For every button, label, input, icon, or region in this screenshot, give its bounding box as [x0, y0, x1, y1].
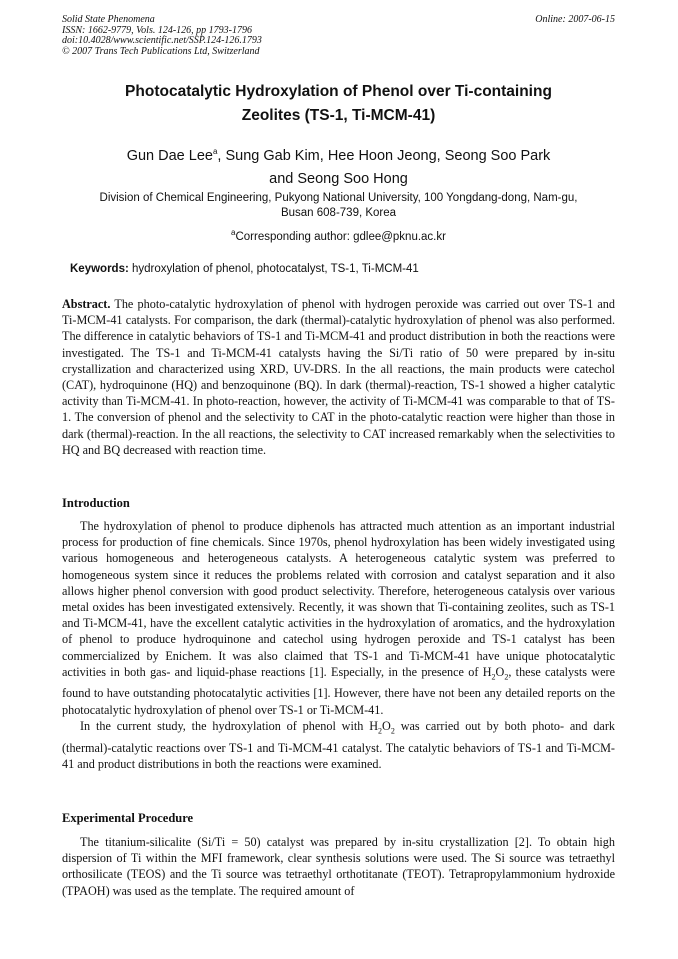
first-author: Gun Dae Lee [126, 147, 213, 164]
keywords-text: hydroxylation of phenol, photocatalyst, TS-1, Ti-MCM-41 [128, 263, 419, 275]
affiliation [62, 191, 615, 221]
introduction-body [62, 518, 615, 772]
experimental-heading: Experimental Procedure [62, 811, 194, 825]
corresponding-text[interactable]: Corresponding author: gdlee@pknu.ac.kr [235, 230, 446, 243]
author-list [62, 140, 615, 191]
affiliation-line-2: Busan 608-739, Korea [280, 207, 397, 219]
title-line-2: Zeolites (TS-1, Ti-MCM-41) [241, 107, 436, 124]
corresponding-mark: a [231, 228, 236, 237]
introduction-heading: Introduction [62, 496, 130, 510]
issn-line: ISSN: 1662-9779, Vols. 124-126, pp 1793-1796 [62, 24, 252, 36]
title-line-1: Photocatalytic Hydroxylation of Phenol over Ti-containing [125, 83, 552, 100]
online-date: Online: 2007-06-15 [535, 14, 615, 25]
intro-p2-sub-1: 2 [378, 726, 383, 736]
abstract-text: The photo-catalytic hydroxylation of phenol with hydrogen peroxide was carried out over TS-1 and Ti-MCM-41 catalysts. For comparison, the dark (thermal)-catalytic hydroxylation of phenol was also performed. The difference in catalytic behaviors of TS-1 and Ti-MCM-41 and product distribution in both the reactions were investigated. The TS-1 and Ti-MCM-41 catalysts having the Si/Ti ratio of 50 were prepared by in-situ crystallization and characterized using XRD, UV-DRS. In the all reactions, the main products were catechol (CAT), hydroquinone (HQ) and benzoquinone (BQ). In dark (thermal)-reaction, TS-1 showed a higher catalytic activity than Ti-MCM-41. In photo-reaction, however, the activity of Ti-MCM-41 was comparable to that of TS-1. The conversion of phenol and the selectivity to CAT in the photo-catalytic reaction were higher than those in dark (thermal)-reaction. In the all reactions, the selectivity to CAT increased remarkably when the selectivities to HQ and BQ decreased with reaction time. [62, 297, 615, 457]
authors-line-1 [62, 140, 615, 168]
journal-header [62, 15, 615, 57]
first-author-affil-mark: a [212, 147, 218, 156]
introduction-paragraph-2 [62, 718, 615, 772]
intro-p1-sub-2: 2 [504, 672, 509, 682]
intro-p1-text-b: , these catalysts were found to have outstanding photocatalytic activities [1]. However, there have not been any detailed reports on the photocatalytic hydroxylation of phenol over TS-1 or Ti-MCM-41. [62, 664, 615, 717]
keywords-label: Keywords: [70, 263, 129, 275]
intro-p2-sub-2: 2 [390, 726, 395, 736]
keywords [70, 262, 615, 276]
intro-p1-sub-1: 2 [491, 672, 496, 682]
abstract-label: Abstract. [62, 297, 111, 311]
doi-line[interactable]: doi:10.4028/www.scientific.net/SSP.124-126.1793 [62, 35, 262, 46]
experimental-body [62, 834, 615, 899]
corresponding-author [62, 226, 615, 244]
affiliation-line-1: Division of Chemical Engineering, Pukyong National University, 100 Yongdang-dong, Nam-gu, [99, 192, 578, 204]
paper-title [62, 80, 615, 128]
intro-p2-text-mid: O [382, 718, 391, 733]
other-authors: , Sung Gab Kim, Hee Hoon Jeong, Seong Soo Park [217, 147, 551, 164]
intro-p1-text-a: The hydroxylation of phenol to produce diphenols has attracted much attention as an important industrial process for production of fine chemicals. Since 1970s, phenol hydroxylation has been widely investigated using various homogeneous and heterogeneous catalysts. A heterogeneous catalytic system was preferred to homogeneous system since it reduces the problems related with corrosion and catalyst separation and it also allows higher phenol conversion with good product selectivity. Therefore, heterogeneous catalysis over various metal oxides has been investigated extensively. Recently, it was shown that Ti-containing zeolites, such as TS-1 and Ti-MCM-41, have the excellent catalytic activities in the hydroxylation of aromatics, and the hydroxylation of phenol to produce hydroquinone and catechol using hydrogen peroxide and TS-1 catalyst has been commercialized by Enichem. It was also claimed that TS-1 and Ti-MCM-41 have unique photocatalytic activities in both gas- and liquid-phase reactions [1]. Especially, in the presence of H [62, 519, 615, 679]
journal-name: Solid State Phenomena [62, 14, 155, 25]
intro-p1-text-mid: O [495, 664, 505, 679]
intro-p2-text-b: was carried out by both photo- and dark (thermal)-catalytic reactions over TS-1 and Ti-MCM-41 catalyst. The catalytic behaviors of TS-1 and Ti-MCM-41 and product distributions in both the reactions were examined. [62, 718, 615, 771]
authors-line-2: and Seong Soo Hong [269, 170, 408, 187]
abstract [62, 296, 615, 458]
experimental-paragraph-1: The titanium-silicalite (Si/Ti = 50) catalyst was prepared by in-situ crystallization [2]. To obtain high dispersion of Ti within the MFI framework, clear synthesis solutions were used. The Si source was tetraethyl orthosilicate (TEOS) and the Ti source was tetraethyl orthotitanate (TEOT). Tetrapropylammonium hydroxide (TPAOH) was used as the template. The required amount of [62, 835, 615, 898]
intro-p2-text-a: In the current study, the hydroxylation of phenol with H [80, 718, 379, 733]
introduction-paragraph-1 [62, 518, 615, 718]
copyright-line: © 2007 Trans Tech Publications Ltd, Switzerland [62, 45, 260, 57]
